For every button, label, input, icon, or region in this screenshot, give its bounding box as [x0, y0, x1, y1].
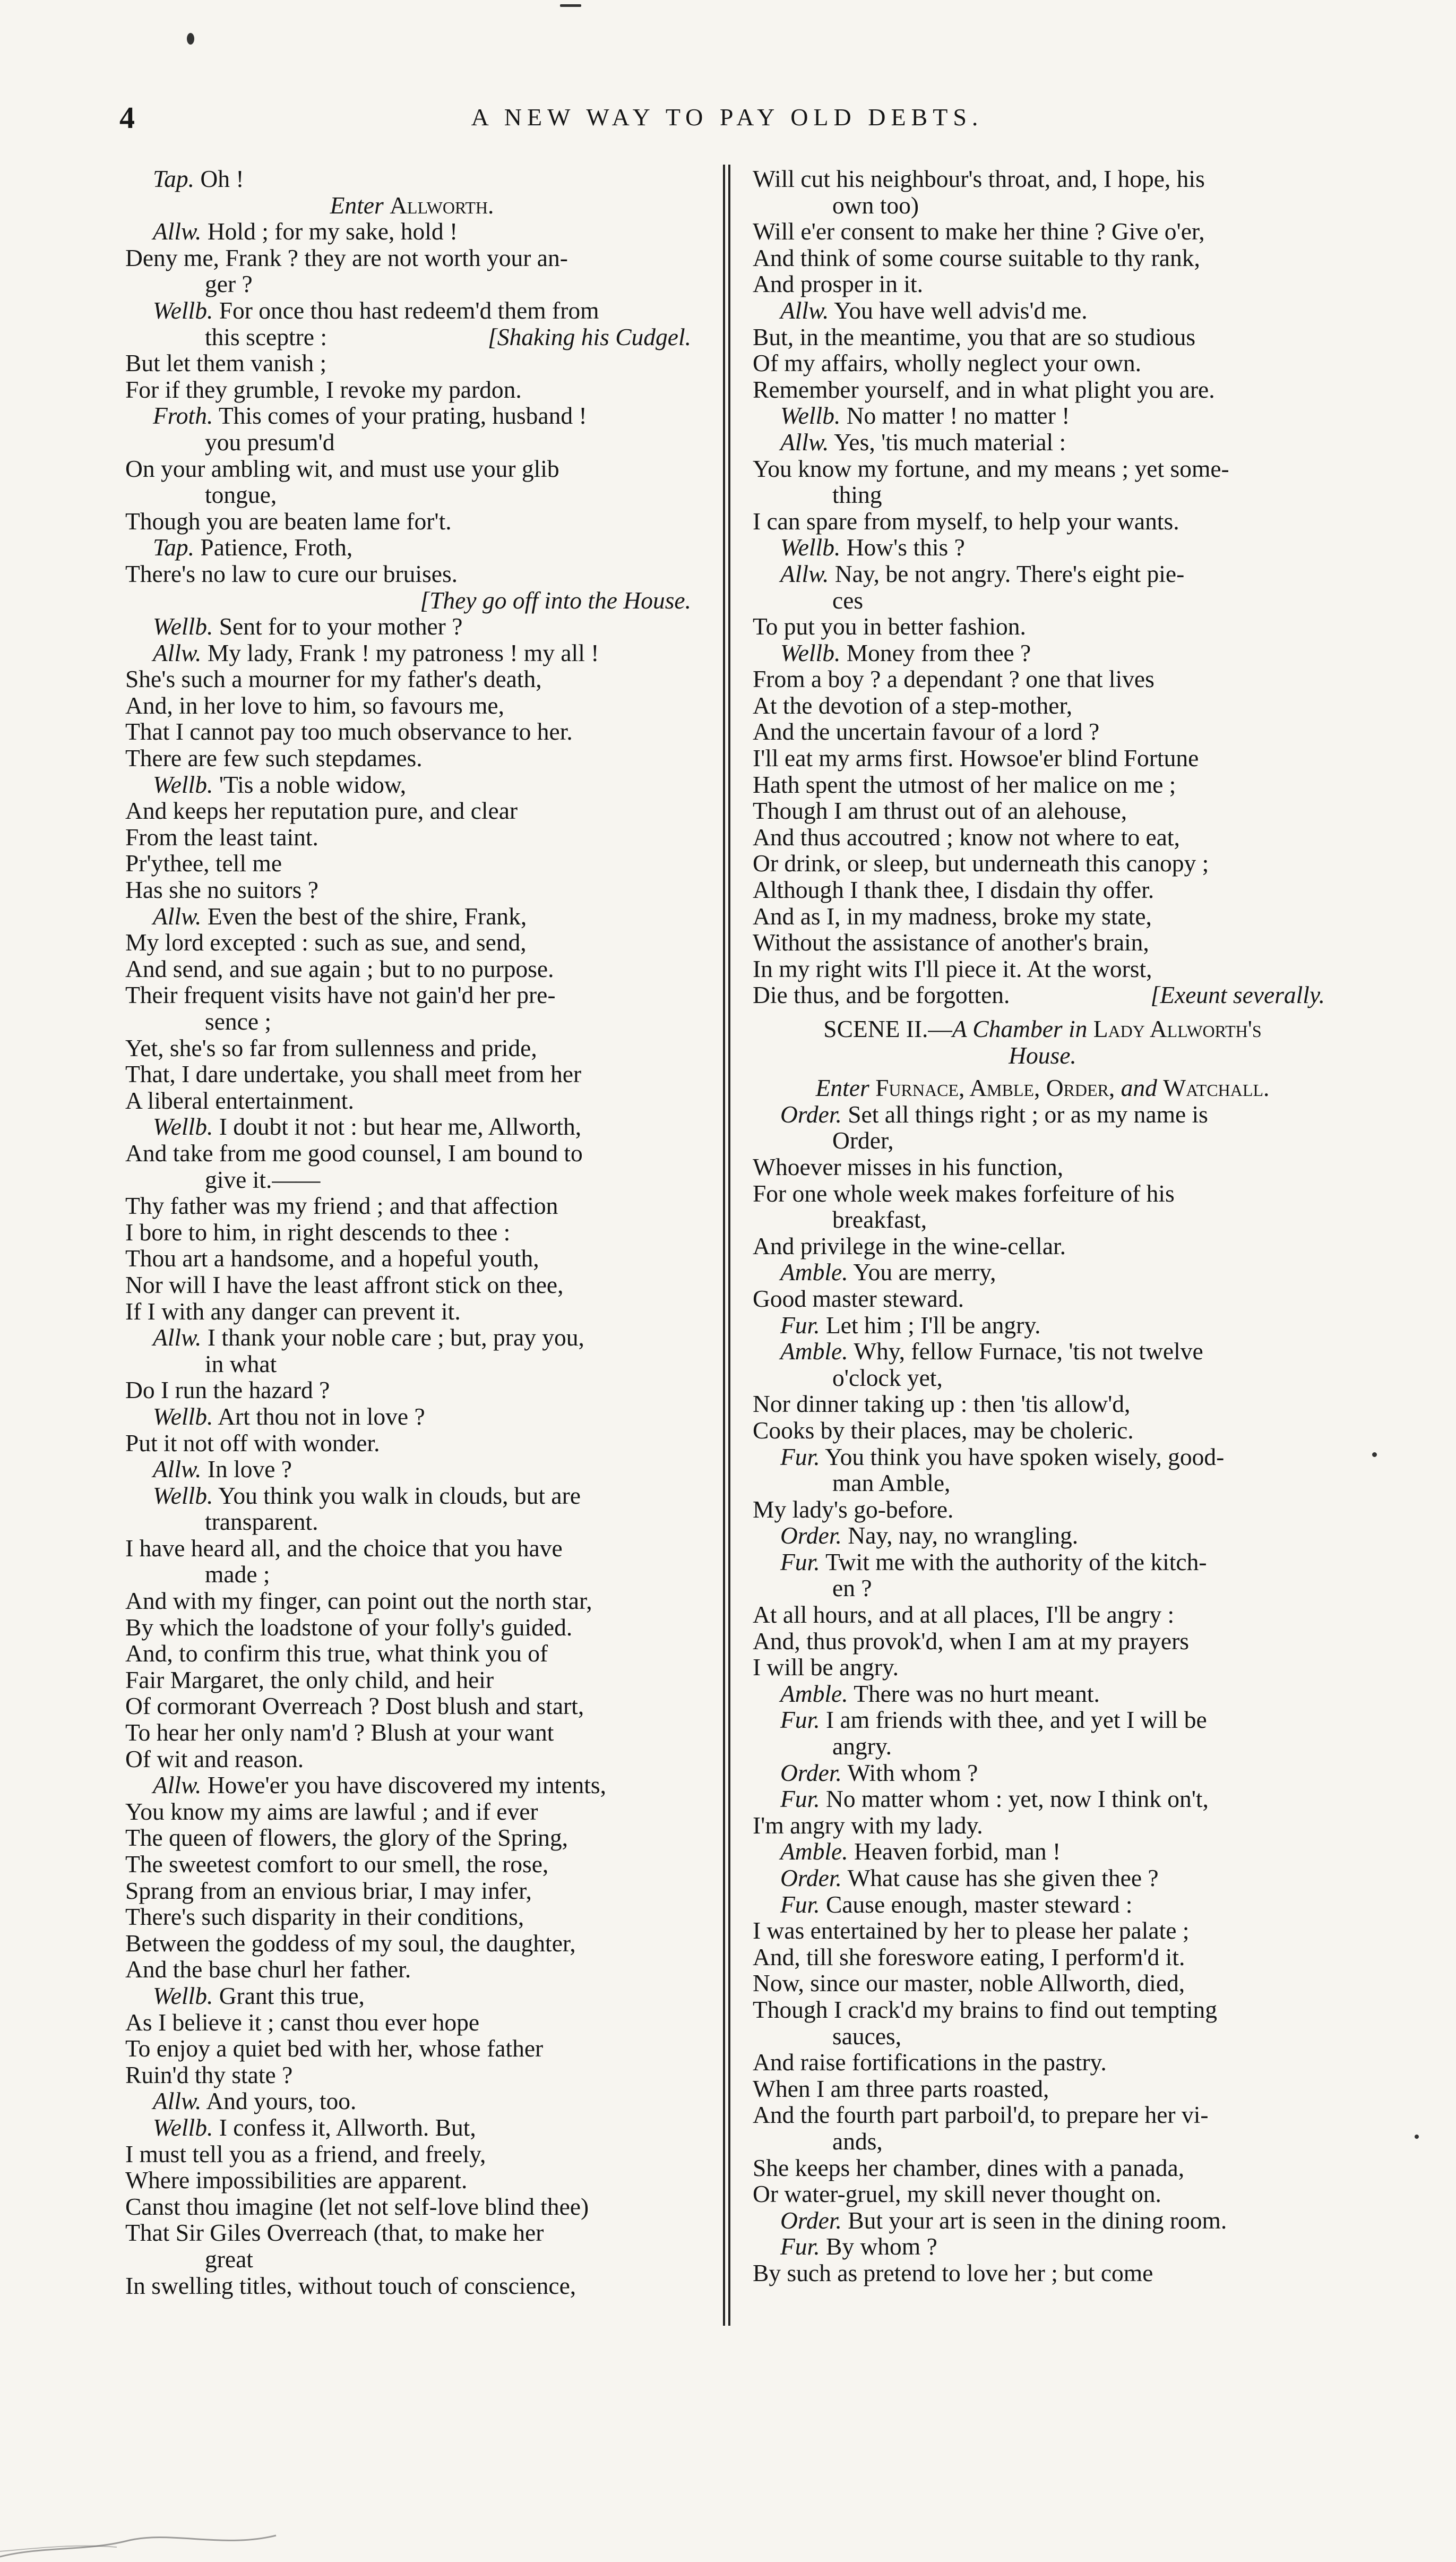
verse-line: I bore to him, in right descends to thee : [125, 1218, 511, 1246]
verse-line: When I am three parts roasted, [753, 2075, 1049, 2102]
speech-text: I confess it, Allworth. But, [219, 2113, 476, 2141]
continuation-line: man Amble, [832, 1469, 951, 1497]
entrance-direction [125, 192, 699, 219]
speech-line [753, 2207, 1332, 2234]
scene-owner: Lady Allworth's [1093, 1015, 1262, 1042]
speech-line [753, 1707, 1332, 1733]
speech-text: No matter whom : yet, now I think on't, [825, 1785, 1209, 1813]
left-text-column [125, 166, 699, 2369]
verse-line: By which the loadstone of your folly's guided. [125, 1613, 573, 1641]
speech-text: In love ? [207, 1455, 292, 1483]
verse-line: And thus accoutred ; know not where to eat, [753, 823, 1180, 851]
verse-line: Pr'ythee, tell me [125, 850, 282, 877]
speech-line [125, 1456, 699, 1483]
speech-text: I doubt it not : but hear me, Allworth, [219, 1113, 582, 1141]
verse-line: Sprang from an envious briar, I may infer, [125, 1876, 532, 1904]
right-text-column [753, 166, 1332, 2369]
speaker-name: Fur. [780, 1443, 820, 1470]
verse-line: In my right wits I'll piece it. At the worst, [753, 955, 1152, 982]
speaker-name: Tap. [153, 534, 195, 561]
verse-line: Whoever misses in his function, [753, 1153, 1064, 1180]
verse-line: I'll eat my arms first. Howsoe'er blind Fortune [753, 744, 1199, 772]
speech-text: How's this ? [846, 534, 965, 561]
speech-line [753, 1891, 1332, 1918]
verse-line: There are few such stepdames. [125, 744, 423, 772]
verse-line: By such as pretend to love her ; but come [753, 2259, 1153, 2286]
speech-line [753, 1760, 1332, 1786]
verse-line: Cooks by their places, may be choleric. [753, 1416, 1134, 1444]
speech-line [125, 402, 699, 429]
verse-line: In swelling titles, without touch of conscience, [125, 2272, 576, 2299]
speech-text: Howe'er you have discovered my intents, [207, 1771, 606, 1799]
verse-line: And privilege in the wine-cellar. [753, 1232, 1066, 1259]
verse-line: I'm angry with my lady. [753, 1811, 983, 1839]
running-title: A NEW WAY TO PAY OLD DEBTS. [471, 104, 984, 131]
speech-line [125, 640, 699, 666]
speaker-name: Tap. [153, 166, 195, 192]
speech-line [125, 613, 699, 640]
continuation-line: en ? [832, 1574, 872, 1602]
verse-line: The queen of flowers, the glory of the Spring, [125, 1824, 568, 1852]
verse-line: Ruin'd thy state ? [125, 2061, 293, 2088]
speech-text: Nay, nay, no wrangling. [848, 1522, 1079, 1549]
speaker-name: Wellb. [153, 1481, 213, 1509]
speaker-name: Wellb. [153, 296, 213, 324]
column-divider-rule [728, 165, 730, 2326]
verse-line: And the uncertain favour of a lord ? [753, 718, 1100, 746]
speech-line [753, 1312, 1332, 1339]
verse-line: Of wit and reason. [125, 1745, 304, 1772]
speech-text: But your art is seen in the dining room. [848, 2206, 1227, 2234]
speech-line [753, 561, 1332, 587]
speech-line [753, 297, 1332, 324]
continuation-line: sence ; [205, 1008, 272, 1035]
ink-speck [560, 4, 581, 7]
speech-line [753, 1549, 1332, 1575]
speaker-name: Amble. [780, 1838, 848, 1865]
continuation-line: angry. [832, 1733, 892, 1760]
speech-text: Money from thee ? [846, 639, 1031, 666]
speaker-name: Allw. [153, 639, 202, 666]
verse-line: And, till she foreswore eating, I perform'd it. [753, 1943, 1185, 1970]
speech-line [125, 297, 699, 324]
verse-line: You know my aims are lawful ; and if ever [125, 1797, 538, 1825]
speaker-name: Order. [780, 1759, 842, 1786]
page-edge-smudge [0, 2498, 340, 2562]
speech-text: Why, fellow Furnace, 'tis not twelve [854, 1338, 1203, 1365]
verse-line: But, in the meantime, you that are so studious [753, 323, 1196, 350]
verse-line: And, to confirm this true, what think you of [125, 1640, 548, 1667]
speech-line [753, 534, 1332, 561]
speech-text: I thank your noble care ; but, pray you, [207, 1324, 584, 1351]
verse-line: That, I dare undertake, you shall meet from her [125, 1060, 582, 1088]
speech-text: There was no hurt meant. [854, 1680, 1100, 1707]
verse-line: Thy father was my friend ; and that affection [125, 1192, 558, 1220]
speech-text: No matter ! no matter ! [846, 402, 1070, 430]
verse-line: From a boy ? a dependant ? one that lives [753, 665, 1155, 693]
speaker-name: Wellb. [153, 2113, 213, 2141]
speech-line [753, 640, 1332, 666]
verse-line: Yet, she's so far from sullenness and pride, [125, 1034, 537, 1061]
scene-location: A Chamber in [952, 1015, 1088, 1042]
verse-line [753, 982, 1332, 1008]
speech-text: With whom ? [847, 1759, 978, 1786]
verse-line: Will cut his neighbour's throat, and, I hope, his [753, 166, 1205, 192]
character-names: Furnace, Amble, Order, [875, 1074, 1115, 1102]
speech-text: And yours, too. [206, 2087, 357, 2115]
speaker-name: Order. [780, 1100, 842, 1128]
verse-line: That Sir Giles Overreach (that, to make her [125, 2219, 544, 2247]
speech-text: You are merry, [853, 1258, 996, 1286]
speech-line [753, 1838, 1332, 1865]
speech-text: For once thou hast redeem'd them from [219, 296, 599, 324]
speaker-name: Wellb. [153, 613, 213, 640]
speech-text: Even the best of the shire, Frank, [207, 902, 527, 930]
continuation-line [125, 324, 699, 350]
verse-line: Canst thou imagine (let not self-love blind thee) [125, 2192, 589, 2220]
speaker-name: Allw. [780, 296, 829, 324]
speech-text: This comes of your prating, husband ! [218, 402, 587, 430]
speaker-name: Wellb. [780, 534, 841, 561]
speech-text: Grant this true, [219, 1982, 365, 2009]
verse-line: And raise fortifications in the pastry. [753, 2049, 1107, 2076]
verse-line: She's such a mourner for my father's death, [125, 665, 542, 693]
speech-text: Art thou not in love ? [218, 1402, 425, 1430]
speech-line [125, 218, 699, 245]
speech-text: My lady, Frank ! my patroness ! my all ! [207, 639, 599, 666]
verse-line: I must tell you as a friend, and freely, [125, 2140, 486, 2167]
speech-line [125, 772, 699, 798]
verse-line: Though you are beaten lame for't. [125, 507, 452, 535]
verse-line: Where impossibilities are apparent. [125, 2166, 468, 2194]
ink-speck [1415, 2135, 1419, 2139]
verse-line: The sweetest comfort to our smell, the rose, [125, 1850, 549, 1878]
speech-text: Hold ; for my sake, hold ! [207, 218, 458, 245]
speech-line [753, 1786, 1332, 1812]
verse-line: At the devotion of a step-mother, [753, 691, 1073, 719]
verse-line: Between the goddess of my soul, the daughter, [125, 1929, 576, 1957]
ink-speck [187, 33, 194, 45]
scene-number: SCENE II.— [823, 1015, 952, 1042]
speech-line [125, 903, 699, 930]
speaker-name: Allw. [153, 218, 202, 245]
speaker-name: Fur. [780, 2233, 820, 2260]
speech-text: What cause has she given thee ? [847, 1864, 1159, 1891]
verse-line: Good master steward. [753, 1284, 964, 1312]
page-number: 4 [119, 100, 135, 135]
verse-line: My lady's go-before. [753, 1495, 954, 1523]
continuation-line: great [205, 2245, 253, 2273]
scene-heading [753, 1016, 1332, 1042]
verse-line: There's no law to cure our bruises. [125, 560, 458, 587]
speech-text: Let him ; I'll be angry. [825, 1311, 1041, 1339]
verse-line: You know my fortune, and my means ; yet some- [753, 455, 1229, 482]
speech-text: Twit me with the authority of the kitch- [825, 1548, 1207, 1575]
continuation-line: own too) [832, 191, 919, 219]
speaker-name: Fur. [780, 1548, 820, 1575]
continuation-text: this sceptre : [205, 323, 327, 350]
verse-line: A liberal entertainment. [125, 1086, 354, 1114]
verse-line: But let them vanish ; [125, 349, 327, 377]
speech-line [753, 1338, 1332, 1365]
verse-line: And, thus provok'd, when I am at my prayers [753, 1627, 1189, 1655]
speech-text: You think you walk in clouds, but are [218, 1481, 581, 1509]
verse-line: And with my finger, can point out the north star, [125, 1587, 592, 1615]
speech-line [753, 2233, 1332, 2260]
speaker-name: Wellb. [153, 770, 213, 798]
speaker-name: Allw. [153, 1455, 202, 1483]
speech-line [125, 2088, 699, 2114]
continuation-line: ands, [832, 2127, 883, 2155]
speech-line [753, 1522, 1332, 1549]
verse-line: To hear her only nam'd ? Blush at your want [125, 1719, 554, 1746]
speaker-name: Allw. [153, 1771, 202, 1799]
speech-text: I am friends with thee, and yet I will be [825, 1706, 1207, 1734]
verse-line: Hath spent the utmost of her malice on me ; [753, 770, 1176, 798]
stage-direction: [Shaking his Cudgel. [488, 323, 691, 350]
speaker-name: Allw. [153, 2087, 202, 2115]
verse-line: Deny me, Frank ? they are not worth your an- [125, 244, 568, 271]
speech-text: Yes, 'tis much material : [834, 428, 1066, 456]
verse-line: And send, and sue again ; but to no purpose. [125, 955, 554, 982]
verse-line: Nor dinner taking up : then 'tis allow'd, [753, 1390, 1131, 1418]
verse-line: At all hours, and at all places, I'll be angry : [753, 1601, 1175, 1629]
continuation-line: Order, [832, 1127, 894, 1154]
verse-line: Has she no suitors ? [125, 876, 318, 904]
verse-line: If I with any danger can prevent it. [125, 1297, 461, 1325]
speaker-name: Wellb. [153, 1402, 213, 1430]
speech-line [125, 166, 699, 192]
verse-line: I can spare from myself, to help your wants. [753, 507, 1179, 535]
speaker-name: Allw. [780, 560, 829, 587]
continuation-line: transparent. [205, 1508, 318, 1536]
verse-line: And keeps her reputation pure, and clear [125, 797, 518, 825]
speech-line [753, 1259, 1332, 1286]
verse-line: Do I run the hazard ? [125, 1376, 330, 1404]
speech-line [125, 1983, 699, 2009]
verse-line: And, in her love to him, so favours me, [125, 691, 504, 719]
verse-line: And take from me good counsel, I am bound to [125, 1139, 583, 1167]
continuation-line: sauces, [832, 2022, 902, 2050]
speech-text: You have well advis'd me. [834, 296, 1088, 324]
verse-line: And the base churl her father. [125, 1956, 411, 1983]
verse-line: Thou art a handsome, and a hopeful youth, [125, 1245, 539, 1272]
verse-line: Although I thank thee, I disdain thy offer. [753, 876, 1155, 904]
speech-line [125, 1483, 699, 1509]
speech-text: 'Tis a noble widow, [219, 770, 407, 798]
verse-line: From the least taint. [125, 823, 318, 851]
verse-line: My lord excepted : such as sue, and send, [125, 929, 527, 956]
verse-line: Will e'er consent to make her thine ? Give o'er, [753, 218, 1205, 245]
verse-line: There's such disparity in their conditions, [125, 1903, 524, 1931]
verse-line: Remember yourself, and in what plight you are. [753, 375, 1215, 403]
verse-line: To put you in better fashion. [753, 613, 1026, 640]
speaker-name: Allw. [780, 428, 829, 456]
speech-line [753, 1865, 1332, 1891]
verse-line: For if they grumble, I revoke my pardon. [125, 375, 522, 403]
speaker-name: Wellb. [780, 402, 841, 430]
speaker-name: Wellb. [780, 639, 841, 666]
verse-line: On your ambling wit, and must use your glib [125, 455, 559, 482]
continuation-line: made ; [205, 1561, 270, 1588]
speech-text: By whom ? [825, 2233, 937, 2260]
verse-line: Without the assistance of another's brain, [753, 929, 1149, 956]
continuation-line: breakfast, [832, 1206, 927, 1233]
speaker-name: Wellb. [153, 1113, 213, 1141]
verse-line: And as I, in my madness, broke my state, [753, 902, 1152, 930]
speech-text: You think you have spoken wisely, good- [825, 1443, 1225, 1470]
stage-direction: [They go off into the House. [420, 586, 691, 614]
verse-line: She keeps her chamber, dines with a panada, [753, 2154, 1185, 2181]
verse-line: Though I am thrust out of an alehouse, [753, 797, 1127, 825]
speaker-name: Amble. [780, 1338, 848, 1365]
speaker-name: Order. [780, 1522, 842, 1549]
speech-line [753, 1101, 1332, 1128]
character-name: Watchall. [1163, 1074, 1270, 1102]
verse-line: To enjoy a quiet bed with her, whose father [125, 2035, 544, 2062]
speaker-name: Froth. [153, 402, 213, 430]
continuation-line: thing [832, 481, 882, 509]
scene-heading-continuation: House. [1009, 1041, 1076, 1069]
verse-line: Or water-gruel, my skill never thought on. [753, 2180, 1161, 2208]
verse-line: Their frequent visits have not gain'd her pre- [125, 981, 556, 1009]
speaker-name: Fur. [780, 1706, 820, 1734]
ink-speck [1372, 1452, 1377, 1457]
speech-line [125, 2114, 699, 2141]
continuation-line: ces [832, 586, 864, 614]
conjunction: and [1121, 1074, 1157, 1102]
verse-line: Now, since our master, noble Allworth, died, [753, 1969, 1185, 1997]
continuation-line: ger ? [205, 270, 253, 298]
continuation-line: tongue, [205, 481, 277, 509]
speech-text: Nay, be not angry. There's eight pie- [834, 560, 1185, 587]
character-name: Allworth. [390, 191, 494, 219]
speaker-name: Allw. [153, 1324, 202, 1351]
verse-line: And the fourth part parboil'd, to prepare her vi- [753, 2101, 1209, 2129]
verse-line: Of cormorant Overreach ? Dost blush and start, [125, 1692, 584, 1720]
verse-line: Put it not off with wonder. [125, 1429, 380, 1456]
speaker-name: Fur. [780, 1890, 820, 1918]
speech-text: Patience, Froth, [200, 534, 353, 561]
verse-line: Though I crack'd my brains to find out tempting [753, 1995, 1218, 2023]
speech-text: Sent for to your mother ? [219, 613, 463, 640]
column-divider-rule [723, 165, 725, 2326]
enter-word: Enter [815, 1074, 869, 1102]
continuation-line: in what [205, 1350, 277, 1377]
verse-line: And think of some course suitable to thy rank, [753, 244, 1200, 271]
verse-line: And prosper in it. [753, 270, 923, 298]
page-header [119, 100, 1335, 137]
continuation-line: o'clock yet, [832, 1364, 943, 1391]
speaker-name: Order. [780, 2206, 842, 2234]
continuation-line: give it.—— [205, 1166, 321, 1193]
speech-text: Set all things right ; or as my name is [848, 1100, 1208, 1128]
speech-line [753, 1681, 1332, 1707]
speech-line [125, 1772, 699, 1798]
verse-line: That I cannot pay too much observance to her. [125, 718, 573, 746]
speech-line [125, 1403, 699, 1430]
verse-line: For one whole week makes forfeiture of his [753, 1179, 1175, 1207]
speaker-name: Order. [780, 1864, 842, 1891]
speaker-name: Wellb. [153, 1982, 213, 2009]
verse-line: As I believe it ; canst thou ever hope [125, 2008, 480, 2036]
speech-line [753, 429, 1332, 456]
speech-line [753, 402, 1332, 429]
verse-line: I was entertained by her to please her palate ; [753, 1917, 1190, 1944]
speaker-name: Amble. [780, 1680, 848, 1707]
verse-line: Or drink, or sleep, but underneath this canopy ; [753, 850, 1209, 877]
speech-line [125, 534, 699, 561]
speech-line [125, 1324, 699, 1351]
verse-line: Fair Margaret, the only child, and heir [125, 1666, 494, 1693]
verse-line: I have heard all, and the choice that you have [125, 1534, 563, 1562]
speaker-name: Amble. [780, 1258, 848, 1286]
verse-text: Die thus, and be forgotten. [753, 981, 1010, 1009]
verse-line: Of my affairs, wholly neglect your own. [753, 349, 1142, 377]
speech-line [125, 1113, 699, 1140]
verse-line: I will be angry. [753, 1653, 899, 1681]
verse-line: Nor will I have the least affront stick on thee, [125, 1271, 564, 1298]
speech-line [753, 1444, 1332, 1470]
entrance-direction [753, 1075, 1332, 1101]
speaker-name: Fur. [780, 1785, 820, 1813]
speech-text: Heaven forbid, man ! [854, 1838, 1061, 1865]
stage-direction: [Exeunt severally. [1150, 981, 1325, 1009]
continuation-line: you presum'd [205, 428, 335, 456]
speech-text: Cause enough, master steward : [825, 1890, 1133, 1918]
speech-text: Oh ! [200, 166, 244, 192]
enter-word: Enter [330, 191, 384, 219]
speaker-name: Allw. [153, 902, 202, 930]
speaker-name: Fur. [780, 1311, 820, 1339]
